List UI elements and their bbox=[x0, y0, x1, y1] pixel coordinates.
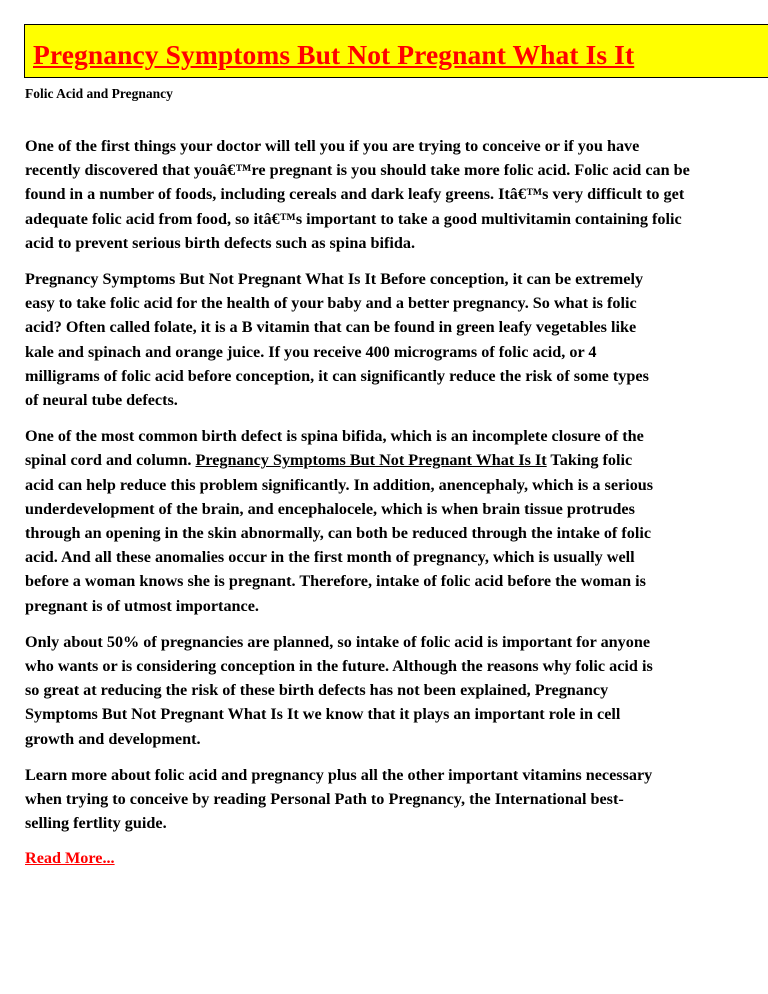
paragraph-line: growth and development. bbox=[25, 729, 201, 748]
article-body bbox=[25, 134, 766, 868]
paragraph-line: acid can help reduce this problem significantly. In addition, anencephaly, which is a serious bbox=[25, 475, 654, 494]
paragraph-line: when trying to conceive by reading Personal Path to Pregnancy, the International best- bbox=[25, 790, 624, 809]
paragraph-1 bbox=[25, 134, 766, 255]
paragraph-line: found in a number of foods, including cereals and dark leafy greens. Itâ€™s very difficult to get bbox=[25, 185, 685, 204]
paragraph-4 bbox=[25, 630, 766, 751]
read-more-link[interactable]: Read More... bbox=[25, 849, 115, 868]
paragraph-5 bbox=[25, 763, 766, 836]
inline-title-link[interactable]: Pregnancy Symptoms But Not Pregnant What Is It bbox=[195, 451, 547, 470]
paragraph-line: selling fertlity guide. bbox=[25, 814, 167, 833]
paragraph-line: acid. And all these anomalies occur in the first month of pregnancy, which is usually well bbox=[25, 548, 635, 567]
paragraph-text: Taking folic bbox=[546, 451, 633, 470]
paragraph-line-with-link bbox=[25, 448, 766, 472]
paragraph-line: of neural tube defects. bbox=[25, 391, 178, 410]
paragraph-line: Pregnancy Symptoms But Not Pregnant What Is It Before conception, it can be extremely bbox=[25, 270, 644, 289]
paragraph-line: acid? Often called folate, it is a B vitamin that can be found in green leafy vegetables like bbox=[25, 318, 637, 337]
paragraph-line: underdevelopment of the brain, and encephalocele, which is when brain tissue protrudes bbox=[25, 499, 635, 518]
paragraph-line: Learn more about folic acid and pregnancy plus all the other important vitamins necessary bbox=[25, 765, 653, 784]
paragraph-2 bbox=[25, 267, 766, 412]
document-title: Pregnancy Symptoms But Not Pregnant What Is It bbox=[33, 39, 635, 70]
paragraph-line: who wants or is considering conception in the future. Although the reasons why folic acid is bbox=[25, 657, 653, 676]
document-subtitle: Folic Acid and Pregnancy bbox=[25, 86, 173, 101]
paragraph-line: Only about 50% of pregnancies are planned, so intake of folic acid is important for anyone bbox=[25, 632, 651, 651]
paragraph-line: kale and spinach and orange juice. If you receive 400 micrograms of folic acid, or 4 bbox=[25, 342, 597, 361]
paragraph-line: through an opening in the skin abnormally, can both be reduced through the intake of folic bbox=[25, 524, 652, 543]
paragraph-line: acid to prevent serious birth defects such as spina bifida. bbox=[25, 233, 416, 252]
paragraph-line: so great at reducing the risk of these birth defects has not been explained, Pregnancy bbox=[25, 681, 609, 700]
paragraph-line: One of the first things your doctor will tell you if you are trying to conceive or if you have bbox=[25, 137, 640, 155]
paragraph-line: recently discovered that youâ€™re pregnant is you should take more folic acid. Folic acid can be bbox=[25, 161, 690, 180]
paragraph-text: spinal cord and column. bbox=[25, 451, 196, 470]
paragraph-line: easy to take folic acid for the health of your baby and a better pregnancy. So what is folic bbox=[25, 294, 637, 313]
paragraph-line: One of the most common birth defect is spina bifida, which is an incomplete closure of the bbox=[25, 427, 644, 446]
paragraph-line: Symptoms But Not Pregnant What Is It we know that it plays an important role in cell bbox=[25, 705, 621, 724]
paragraph-line: before a woman knows she is pregnant. Therefore, intake of folic acid before the woman is bbox=[25, 572, 646, 591]
paragraph-line: milligrams of folic acid before conception, it can significantly reduce the risk of some types bbox=[25, 366, 649, 385]
paragraph-line: adequate folic acid from food, so itâ€™s important to take a good multivitamin containing folic bbox=[25, 209, 682, 228]
paragraph-3 bbox=[25, 424, 766, 618]
title-banner bbox=[24, 24, 768, 78]
paragraph-line: pregnant is of utmost importance. bbox=[25, 596, 259, 615]
